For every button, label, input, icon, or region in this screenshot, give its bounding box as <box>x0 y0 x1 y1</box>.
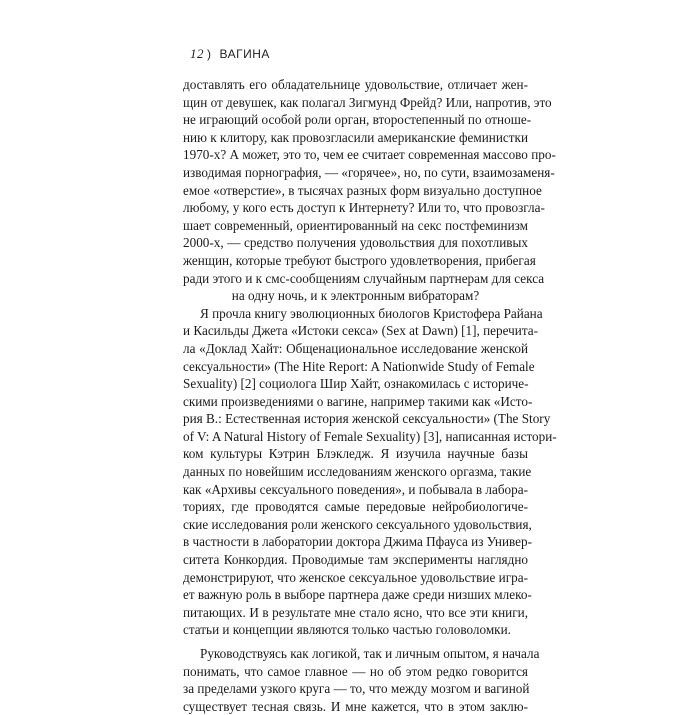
text-line: не играющий особой роли орган, второстепенный по отноше- <box>183 112 532 128</box>
text-line: любому, у кого есть доступ к Интернету? Или то, что провозгла- <box>183 200 545 216</box>
page-number: 12 <box>190 46 204 61</box>
text-line: существует тесная связь. И мне кажется, что в этом заклю- <box>183 698 528 714</box>
body-text <box>183 76 557 715</box>
text-line: Я прочла книгу эволюционных биологов Кристофера Райана <box>200 305 543 321</box>
text-line: щин от девушек, как полагал Зигмунд Фрейд? Или, напротив, это <box>183 94 552 110</box>
text-line: Sexuality) [2] социолога Шир Хайт, ознакомилась с историче- <box>183 376 529 392</box>
text-line: ториях, где проводятся самые передовые нейробиологиче- <box>183 499 528 515</box>
text-line: емое «отверстие», в тысячах разных форм визуально доступное <box>183 182 542 198</box>
text-line: рия В.: Естественная история женской сексуальности» (The Story <box>183 411 551 427</box>
paragraph-3 <box>183 645 540 715</box>
text-line: женщин, которые требуют быстрого удовлетворения, прибегая <box>183 252 536 268</box>
text-line: доставлять его обладательнице удовольствие, отличает жен- <box>183 77 528 92</box>
text-line: данных по новейшим исследованиям женского оргазма, такие <box>183 464 532 480</box>
text-line: ские исследования роли женского сексуального удовольствия, <box>183 516 532 532</box>
text-line: понимать, что самое главное — но об этом редко говорится <box>183 663 528 679</box>
text-line: в частности в лаборатории доктора Джима Пфауса из Универ- <box>183 534 533 550</box>
text-line: демонстрируют, что женское сексуальное удовольствие игра- <box>183 569 528 585</box>
text-line: ситета Конкордия. Проводимые там эксперименты наглядно <box>183 552 528 568</box>
text-line: шает современный, ориентированный на секс постфеминизм <box>183 217 528 233</box>
text-line: как «Архивы сексуального поведения», и побывала в лабора- <box>183 481 528 497</box>
text-line: ради этого и к смс-сообщениям случайным партнерам для секса <box>183 270 545 286</box>
paragraph-2 <box>183 305 557 639</box>
text-line: 2000-х, — средство получения удовольствия для похотливых <box>183 235 528 251</box>
running-title: ВАГИНА <box>219 47 270 61</box>
header-separator: ) <box>207 47 212 61</box>
text-line: ла «Доклад Хайт: Общенациональное исследование женской <box>183 340 528 356</box>
text-line: за пределами узкого круга — то, что между мозгом и вагиной <box>183 681 530 697</box>
text-line: ком культуры Кэтрин Блэкледж. Я изучила научные базы <box>183 446 528 462</box>
text-line: сексуальности» (The Hite Report: A Nationwide Study of Female <box>183 358 535 374</box>
text-line: ет важную роль в выборе партнера даже среди низших млеко- <box>183 587 532 603</box>
running-head <box>190 46 270 62</box>
text-line: Руководствуясь как логикой, так и личным опытом, я начала <box>200 646 540 661</box>
text-line: of V: A Natural History of Female Sexuality) [3], написанная истори- <box>183 428 557 444</box>
text-line: скими произведениями о вагине, например такими как «Исто- <box>183 393 533 409</box>
text-line: нию к клитору, как провозгласили американские феминистки <box>183 129 528 145</box>
paragraph-1 <box>183 76 556 305</box>
text-line: и Касильды Джета «Истоки секса» (Sex at Dawn) [1], перечита- <box>183 323 539 339</box>
text-line: изводимая порнография, — «горячее», но, по сути, взаимозаменя- <box>183 164 555 180</box>
text-line: 1970-х? А может, это то, чем ее считает современная массово про- <box>183 147 556 163</box>
text-line: статьи и концепции являются только частью головоломки. <box>183 622 511 638</box>
text-line: питающих. И в результате мне стало ясно, что все эти книги, <box>183 604 528 620</box>
text-line: на одну ночь, и к электронным вибраторам? <box>231 288 480 304</box>
